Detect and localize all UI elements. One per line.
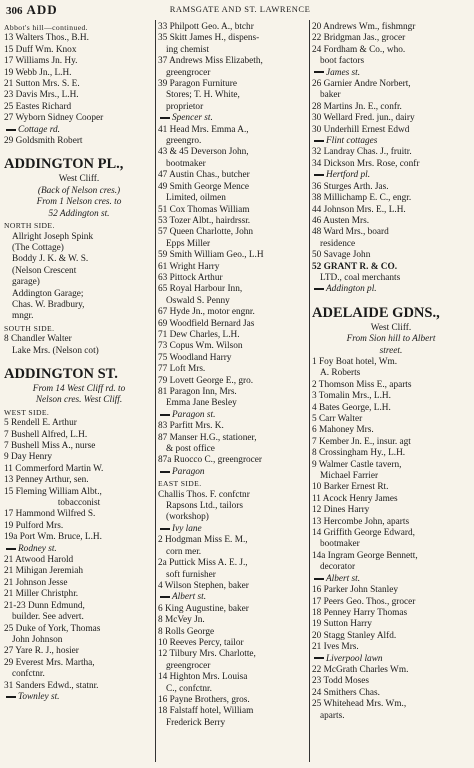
directory-entry: Addington Garage;	[12, 288, 84, 299]
directory-entry: 12 Tilbury Mrs. Charlotte,	[158, 649, 256, 660]
directory-entry: NORTH SIDE.	[4, 221, 55, 231]
directory-entry: 17 Williams Jn. Hy.	[4, 56, 78, 67]
directory-entry: 73 Copus Wm. Wilson	[158, 341, 243, 352]
directory-entry: 21-23 Dunn Edmund,	[4, 600, 85, 611]
directory-entry: 4 Wilson Stephen, baker	[158, 580, 249, 591]
directory-entry: 32 Landray Chas. J., fruitr.	[312, 147, 412, 158]
directory-entry: 11 Commerford Martin W.	[4, 463, 104, 474]
directory-entry: From 1 Nelson cres. to	[36, 197, 122, 208]
cross-street-marker: Flint cottages	[312, 136, 470, 147]
cross-street-marker: Hertford pl.	[312, 170, 470, 181]
directory-entry: 35 Skitt James H., dispens-	[158, 33, 260, 44]
directory-entry: Nelson cres. West Cliff.	[35, 395, 123, 406]
directory-entry: 18 Falstaff hotel, William	[158, 706, 254, 717]
entries-addington-st-cont-2	[312, 22, 470, 296]
directory-entry: 52 GRANT R. & CO.	[312, 261, 398, 272]
cross-street-marker: Albert st.	[158, 592, 308, 603]
directory-entry: 87 Manser H.G., stationer,	[158, 432, 257, 443]
directory-entry: 63 Pittock Arthur	[158, 272, 223, 283]
directory-entry: 23 Davis Mrs., L.H.	[4, 90, 79, 101]
directory-entry: SOUTH SIDE.	[4, 323, 55, 333]
directory-entry: boot factors	[320, 56, 365, 67]
directory-entry: Frederick Berry	[166, 717, 226, 728]
cross-street-marker: Liverpool lawn	[312, 654, 470, 665]
directory-entry: 31 Sanders Edwd., statnr.	[4, 680, 99, 691]
directory-entry: 21 Johnson Jesse	[4, 577, 68, 588]
directory-entry: 25 Duke of York, Thomas	[4, 623, 101, 634]
directory-entry: soft furnisher	[166, 569, 216, 580]
directory-entry: ing chemist	[166, 44, 210, 55]
directory-entry: 5 Carr Walter	[312, 414, 363, 424]
directory-entry: 6 Mahoney Mrs.	[312, 425, 374, 436]
directory-entry: 24 Smithers Chas.	[312, 687, 380, 698]
directory-entry: 22 Bridgman Jas., grocer	[312, 33, 406, 44]
directory-entry: 22 McGrath Charles Wm.	[312, 664, 409, 675]
directory-entry: John Johnson	[12, 634, 63, 645]
header-index-word: ADD	[26, 2, 58, 17]
directory-entry: 10 Reeves Percy, tailor	[158, 637, 244, 648]
directory-entry: (workshop)	[166, 512, 209, 523]
directory-entry: 21 Miller Christphr.	[4, 589, 79, 600]
directory-entry: 18 Penney Harry Thomas	[312, 607, 408, 618]
directory-entry: 2 Hodgman Miss E. M.,	[158, 535, 248, 546]
directory-entry: greengro.	[166, 136, 202, 147]
directory-entry: 69 Woodfield Bernard Jas	[158, 318, 255, 329]
column-2	[158, 22, 308, 762]
directory-entry: baker	[320, 90, 341, 101]
directory-entry: Boddy J. K. & W. S.	[12, 254, 89, 265]
directory-entry: Michael Farrier	[320, 471, 379, 482]
directory-entry: 34 Dickson Mrs. Rose, confr	[312, 158, 420, 169]
directory-entry: & post office	[166, 444, 215, 455]
entries-addington-pl	[4, 174, 154, 357]
directory-entry: 87a Ruocco C., greengrocer	[158, 455, 263, 466]
directory-entry: 81 Paragon Inn, Mrs.	[158, 387, 237, 397]
directory-entry: 7 Bushell Alfred, L.H.	[4, 429, 88, 440]
directory-entry: 25 Eastes Richard	[4, 101, 72, 112]
directory-entry: 28 Martins Jn. E., confr.	[312, 101, 402, 112]
directory-entry: mngr.	[12, 311, 34, 322]
directory-entry: 7 Bushell Miss A., nurse	[4, 441, 96, 451]
directory-entry: Limited, oilmen	[166, 193, 226, 204]
directory-entry: 48 Ward Mrs., board	[312, 227, 389, 238]
directory-entry: 21 Atwood Harold	[4, 555, 74, 566]
column-divider	[309, 20, 310, 762]
directory-entry: 29 Goldsmith Robert	[4, 136, 83, 147]
entries-abbots-hill	[4, 22, 154, 147]
directory-entry: 20 Stagg Stanley Alfd.	[312, 630, 397, 641]
directory-entry: (Back of Nelson cres.)	[37, 185, 121, 196]
page-header	[0, 0, 474, 20]
directory-entry: 13 Walters Thos., B.H.	[4, 33, 89, 44]
cross-street-marker: Cottage rd.	[4, 125, 154, 136]
directory-entry: 39 Paragon Furniture	[158, 79, 238, 90]
directory-entry: bootmaker	[166, 158, 206, 169]
directory-entry: 19 Sutton Harry	[312, 619, 372, 630]
directory-entry: aparts.	[320, 710, 345, 721]
directory-entry: 8 Chandler Walter	[4, 334, 72, 345]
cross-street-marker: Addington pl.	[312, 284, 470, 295]
directory-entry: C., confctnr.	[166, 683, 212, 694]
directory-entry: 13 Hercombe John, aparts	[312, 516, 410, 527]
directory-entry: bootmaker	[320, 539, 360, 550]
directory-entry: 2 Thomson Miss E., aparts	[312, 379, 412, 390]
cross-street-marker: Albert st.	[312, 574, 470, 585]
directory-entry: 13 Penney Arthur, sen.	[4, 475, 89, 486]
directory-entry: Emma Jane Besley	[166, 398, 237, 409]
directory-entry: 20 Andrews Wm., fishmngr	[312, 22, 416, 32]
directory-entry: 47 Austin Chas., butcher	[158, 170, 250, 181]
directory-entry: greengrocer	[166, 660, 211, 671]
directory-entry: 8 McVey Jn.	[158, 615, 205, 626]
heading-addington-st: ADDINGTON ST.	[4, 365, 118, 382]
cross-street-marker: Paragon	[158, 467, 308, 478]
directory-entry: 14 Griffith George Edward,	[312, 528, 415, 539]
directory-entry: 23 Todd Moses	[312, 676, 370, 687]
directory-entry: residence	[320, 238, 356, 249]
directory-entry: 14 Highton Mrs. Louisa	[158, 672, 248, 683]
column-1	[4, 22, 154, 762]
cross-street-marker: Spencer st.	[158, 113, 308, 124]
directory-entry: 51 Cox Thomas William	[158, 204, 250, 215]
directory-entry: 57 Queen Charlotte, John	[158, 227, 254, 238]
heading-addington-pl: ADDINGTON PL.,	[4, 156, 124, 173]
directory-entry: Epps Miller	[166, 238, 211, 249]
directory-entry: 50 Savage John	[312, 250, 371, 261]
heading-adelaide-gdns: ADELAIDE GDNS.,	[312, 304, 440, 321]
directory-entry: Chas. W. Bradbury,	[12, 299, 85, 310]
directory-entry: 27 Wyborn Sidney Cooper	[4, 113, 104, 124]
directory-entry: decorator	[320, 562, 356, 573]
directory-entry: 24 Fordham & Co., who.	[312, 44, 406, 55]
directory-entry: 17 Hammond Wilfred S.	[4, 509, 96, 520]
header-title: RAMSGATE AND ST. LAWRENCE	[169, 4, 311, 14]
directory-entry: 7 Kember Jn. E., insur. agt	[312, 436, 411, 447]
directory-entry: 49 Smith George Mence	[158, 181, 249, 192]
page-number: 306	[6, 5, 23, 17]
directory-entry: 29 Everest Mrs. Martha,	[4, 657, 95, 668]
directory-entry: 44 Johnson Mrs. E., L.H.	[312, 204, 406, 215]
directory-entry: Challis Thos. F. confctnr	[158, 489, 250, 500]
directory-entry: confctnr.	[12, 669, 45, 680]
directory-entry: 9 Walmer Castle tavern,	[312, 459, 402, 470]
directory-entry: 14a Ingram George Bennett,	[312, 550, 418, 561]
directory-entry: A. Roberts	[320, 368, 361, 379]
cross-street-marker: Rodney st.	[4, 544, 154, 555]
directory-entry: (The Cottage)	[12, 242, 64, 253]
directory-entry: 52 Addington st.	[48, 208, 110, 219]
directory-entry: proprietor	[166, 101, 204, 112]
directory-entry: (Nelson Crescent	[12, 265, 77, 276]
directory-entry: Allright Joseph Spink	[12, 231, 94, 242]
column-divider	[155, 20, 156, 762]
directory-entry: 36 Sturges Arth. Jas.	[312, 181, 389, 192]
directory-entry: 38 Millichamp E. C., engr.	[312, 193, 412, 204]
directory-entry: LTD., coal merchants	[320, 272, 401, 283]
directory-entry: Lake Mrs. (Nelson cot)	[12, 345, 99, 356]
directory-entry: 5 Rendell E. Arthur	[4, 418, 77, 429]
cross-street-marker: Townley st.	[4, 692, 154, 703]
cross-street-marker: James st.	[312, 68, 470, 79]
directory-entry: 17 Peers Geo. Thos., grocer	[312, 596, 416, 607]
directory-entry: 9 Day Henry	[4, 452, 53, 463]
directory-entry: 65 Royal Harbour Inn,	[158, 284, 243, 295]
directory-entry: 19a Port Wm. Bruce, L.H.	[4, 532, 102, 543]
directory-entry: 27 Yare R. J., hosier	[4, 646, 79, 657]
directory-entry: WEST SIDE.	[4, 407, 50, 417]
directory-entry: 61 Wright Harry	[158, 261, 220, 272]
cross-street-marker: Ivy lane	[158, 524, 308, 535]
directory-entry: 30 Wellard Fred. jun., dairy	[312, 113, 415, 124]
directory-entry: 53 Tozer Albt., hairdrssr.	[158, 215, 251, 226]
directory-entry: garage)	[12, 277, 40, 288]
directory-entry: 83 Parfitt Mrs. K.	[158, 421, 224, 432]
directory-entry: 41 Head Mrs. Emma A.,	[158, 124, 249, 135]
directory-entry: 59 Smith William Geo., L.H	[158, 250, 264, 261]
directory-entry: greengrocer	[166, 67, 211, 78]
directory-entry: 19 Webb Jn., L.H.	[4, 67, 72, 78]
directory-entry: 26 Garnier Andre Norbert,	[312, 79, 411, 90]
directory-entry: 25 Whitehead Mrs. Wm.,	[312, 699, 407, 710]
directory-entry: From Sion hill to Albert	[346, 334, 436, 345]
directory-entry: West Cliff.	[370, 322, 412, 333]
directory-entry: 43 & 45 Deverson John,	[158, 147, 249, 158]
directory-entry: From 14 West Cliff rd. to	[32, 383, 126, 394]
directory-entry: 8 Rolls George	[158, 626, 215, 637]
directory-entry: 71 Dew Charles, L.H.	[158, 329, 240, 340]
directory-entry: 16 Payne Brothers, gros.	[158, 694, 250, 705]
directory-entry: West Cliff.	[58, 174, 100, 185]
directory-entry: builder. See advert.	[12, 612, 84, 623]
directory-entry: 21 Mihigan Jeremiah	[4, 566, 84, 577]
directory-entry: Stores; T. H. White,	[166, 90, 240, 101]
column-3	[312, 22, 470, 762]
directory-entry: 67 Hyde Jn., motor engnr.	[158, 307, 255, 318]
directory-entry: 1 Foy Boat hotel, Wm.	[312, 356, 398, 367]
directory-entry: 16 Parker John Stanley	[312, 585, 398, 596]
directory-entry: 46 Austen Mrs.	[312, 215, 370, 226]
directory-entry: tobacconist	[57, 498, 101, 509]
directory-entry: 15 Duff Wm. Knox	[4, 44, 77, 55]
directory-entry: 15 Fleming William Albt.,	[4, 486, 102, 497]
directory-entry: Rapsons Ltd., tailors	[166, 501, 243, 512]
directory-entry: 79 Lovett George E., gro.	[158, 375, 254, 386]
directory-entry: street.	[379, 345, 403, 356]
directory-entry: 21 Ives Mrs.	[312, 642, 359, 653]
directory-entry: 19 Pulford Mrs.	[4, 520, 64, 531]
directory-entry: corn mer.	[166, 546, 202, 557]
directory-entry: Oswald S. Penny	[166, 295, 230, 306]
entries-adelaide-gdns	[312, 323, 470, 722]
directory-entry: 4 Bates George, L.H.	[312, 402, 391, 413]
directory-entry: 10 Barker Ernest Rt.	[312, 482, 389, 493]
directory-entry: 21 Sutton Mrs. S. E.	[4, 79, 80, 90]
directory-entry: 30 Underhill Ernest Edwd	[312, 124, 410, 135]
directory-entry: 8 Crossingham Hy., L.H.	[312, 448, 406, 459]
directory-entry: 33 Philpott Geo. A., btchr	[158, 22, 254, 32]
entries-addington-st-cont	[158, 22, 308, 729]
directory-entry: 12 Dines Harry	[312, 505, 370, 516]
directory-entry: 11 Acock Henry James	[312, 493, 398, 504]
directory-entry: 2a Puttick Miss A. E. J.,	[158, 558, 248, 569]
directory-entry: 77 Loft Mrs.	[158, 364, 206, 375]
entries-addington-st	[4, 384, 154, 703]
directory-entry: 37 Andrews Miss Elizabeth,	[158, 56, 263, 67]
cross-street-marker: Paragon st.	[158, 410, 308, 421]
directory-entry: 6 King Augustine, baker	[158, 603, 249, 614]
directory-entry: 75 Woodland Harry	[158, 352, 232, 363]
directory-entry: EAST SIDE.	[158, 479, 202, 489]
directory-entry: 3 Tomalin Mrs., L.H.	[312, 391, 391, 402]
directory-entry: Abbot's hill—continued.	[4, 23, 88, 32]
